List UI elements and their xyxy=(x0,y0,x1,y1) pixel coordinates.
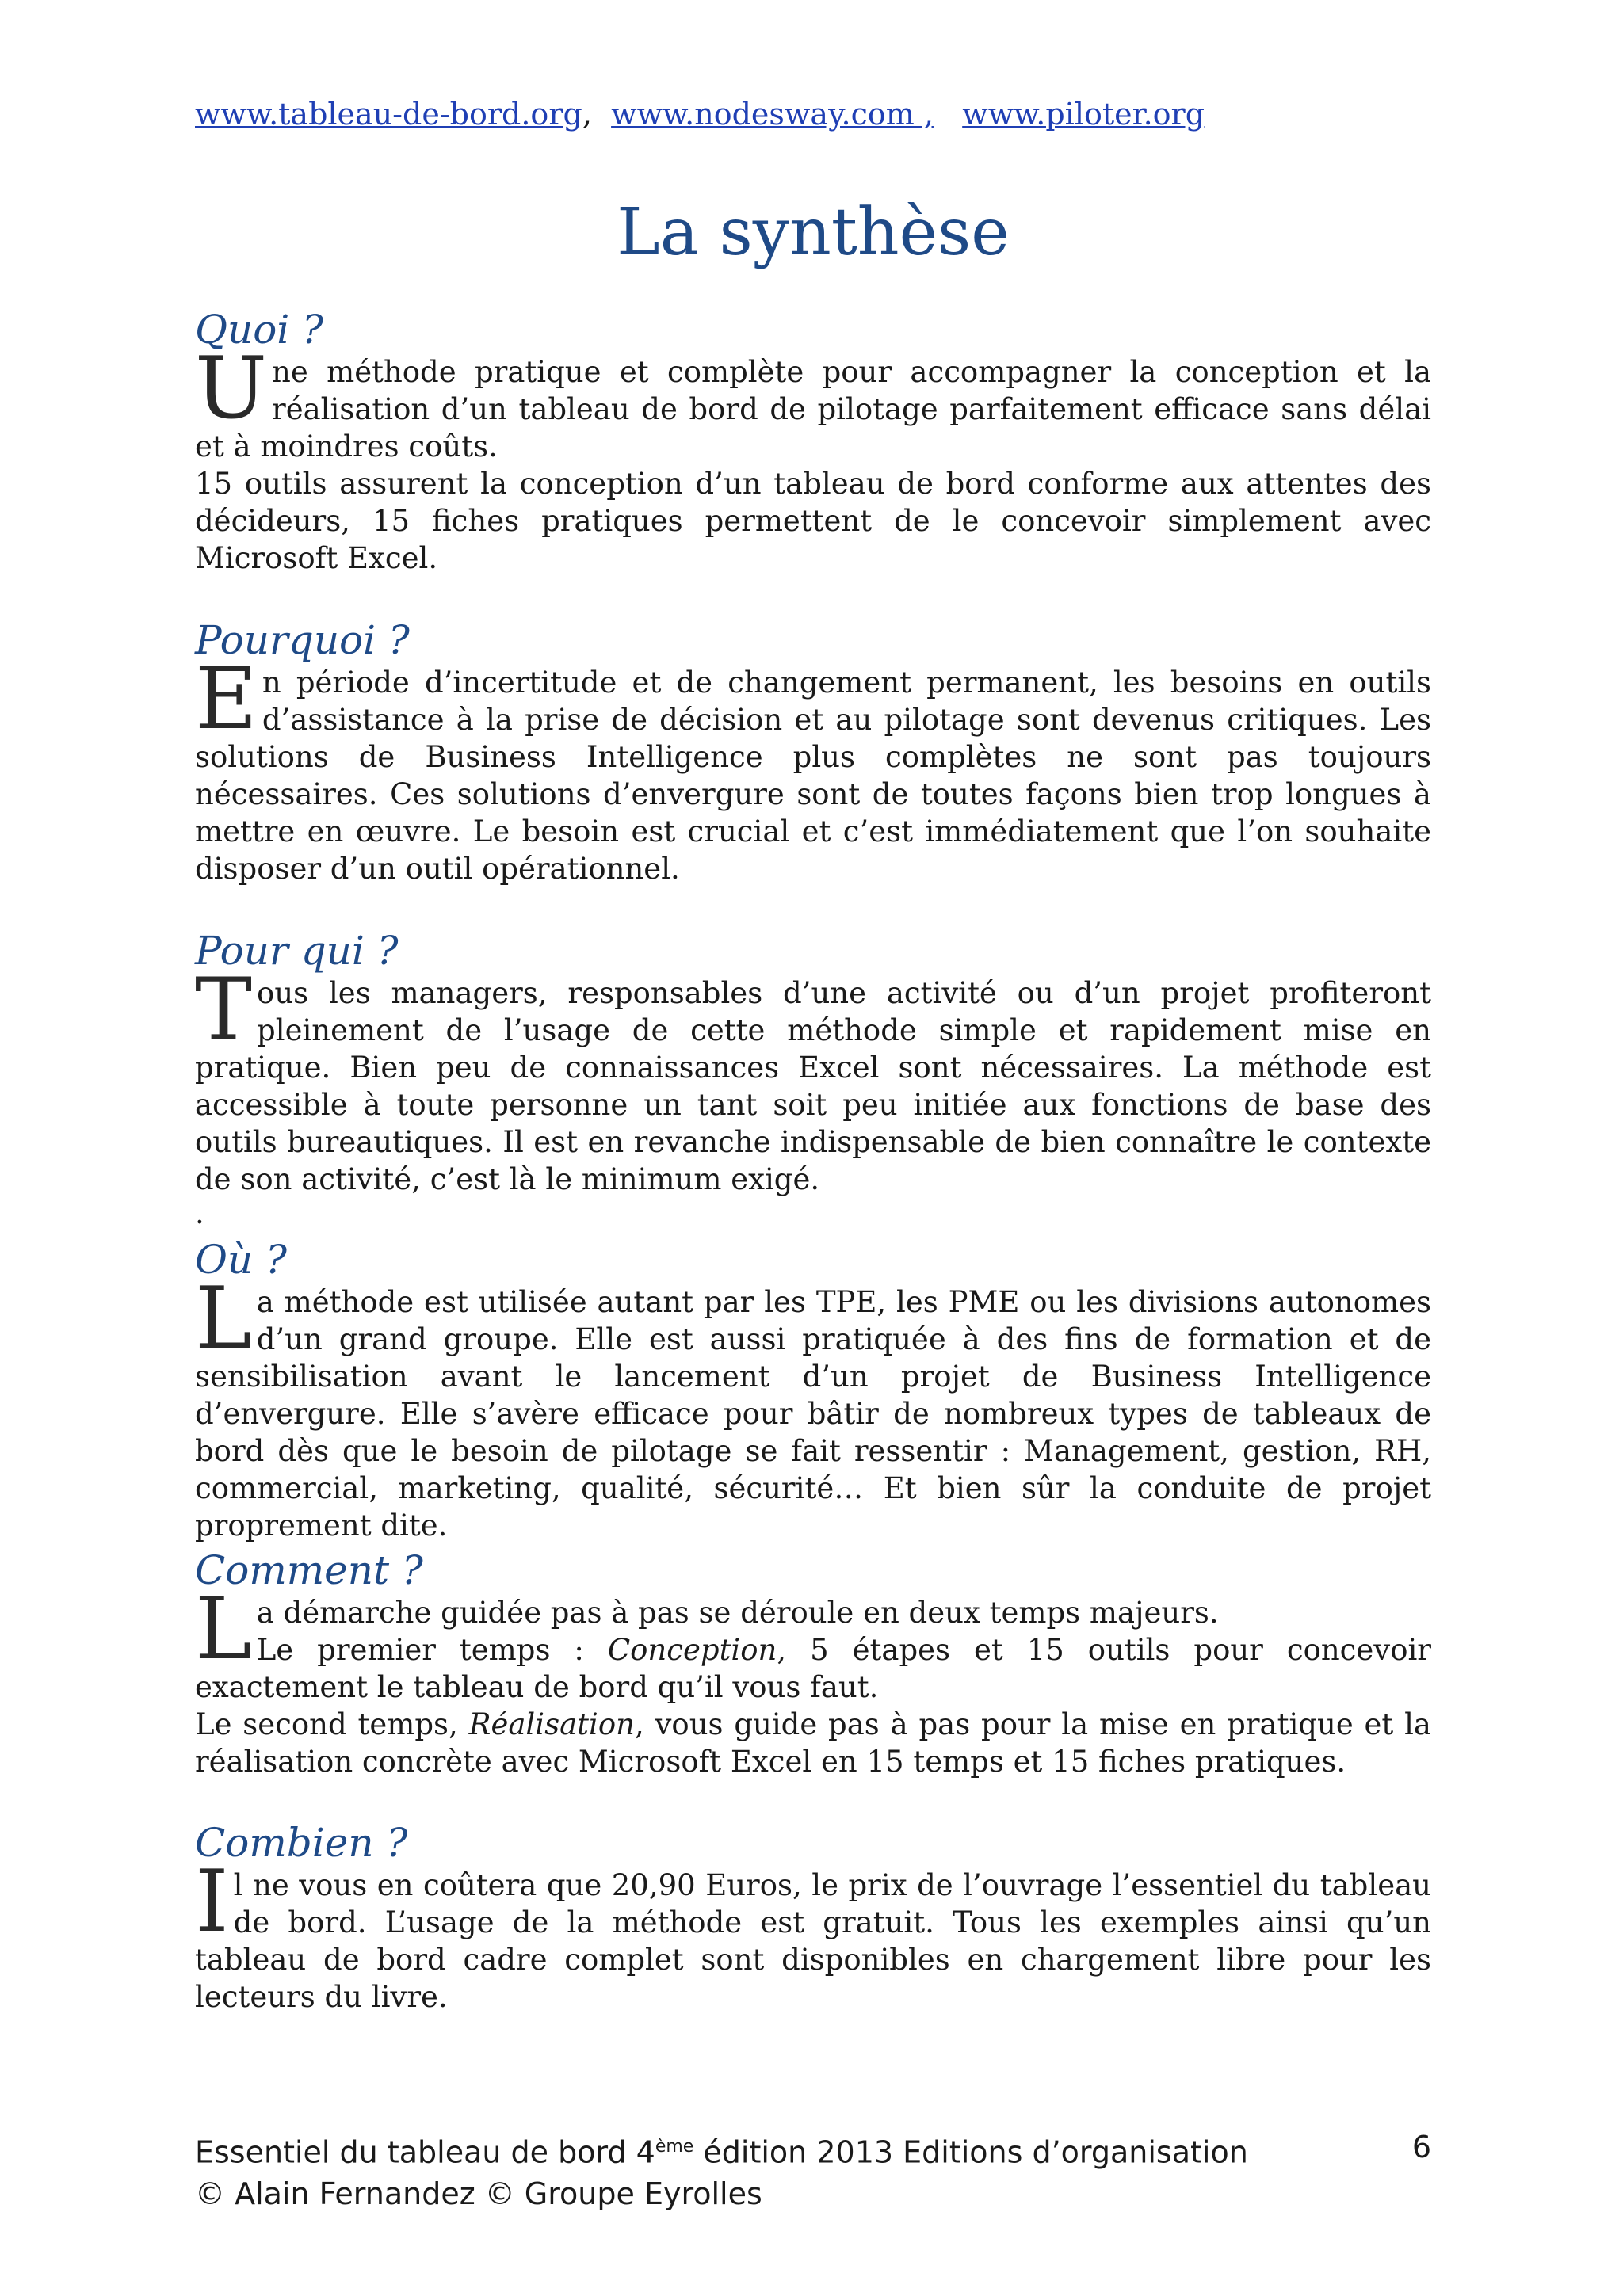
section-heading: Quoi ? xyxy=(195,307,323,353)
paragraph xyxy=(195,1580,1431,1706)
paragraph xyxy=(195,339,1431,465)
page-number: 6 xyxy=(1411,2130,1431,2164)
paragraph-text: ne méthode pratique et complète pour accompagner la conception et la réalisation d’un tableau de bord de pilotage parfaitement efficace sans délai et à moindres coûts. xyxy=(195,355,1431,463)
section-heading: Comment ? xyxy=(195,1547,423,1593)
section-heading: Combien ? xyxy=(195,1820,408,1866)
section-comment xyxy=(195,1547,1431,1780)
section-body xyxy=(195,339,1431,577)
paragraph xyxy=(195,960,1431,1198)
section-body xyxy=(195,1269,1431,1544)
section-body xyxy=(195,1580,1431,1780)
page-title: La synthèse xyxy=(617,195,1010,270)
paragraph-text: n période d’incertitude et de changement permanent, les besoins en outils d’assistance à la prise de décision et au pilotage sont devenus critiques. Les solutions de Business Intelligence plus complètes ne sont pas toujours nécessaires. Ces solutions d’envergure sont de toutes façons bien trop longues à mettre en œuvre. Le besoin est crucial et c’est immédiatement que l’on souhaite disposer d’un outil opérationnel. xyxy=(195,666,1431,886)
section-heading: Où ? xyxy=(195,1237,287,1283)
paragraph-text: , vous guide pas à pas pour la mise en pratique et la réalisation concrète avec Microsoft Excel en 15 temps et 15 fiches pratiques. xyxy=(195,1707,1431,1779)
drop-cap: T xyxy=(195,960,253,1059)
paragraph: 15 outils assurent la conception d’un tableau de bord conforme aux attentes des décideurs, 15 fiches pratiques permettent de le concevoir simplement avec Microsoft Excel. xyxy=(195,467,1431,575)
footer-text: Essentiel du tableau de bord 4 xyxy=(195,2134,655,2170)
paragraph-text: l ne vous en coûtera que 20,90 Euros, le prix de l’ouvrage l’essentiel du tableau de bord. L’usage de la méthode est gratuit. Tous les exemples ainsi qu’un tableau de bord cadre complet sont disponibles en chargement libre pour les lecteurs du livre. xyxy=(195,1868,1431,2014)
section-pourquoi xyxy=(195,616,1431,887)
paragraph xyxy=(195,650,1431,887)
section-body xyxy=(195,1852,1431,2016)
header-separator: , xyxy=(582,97,592,132)
paragraph-text: Le premier temps : xyxy=(256,1633,608,1667)
section-body xyxy=(195,960,1431,1230)
link-tableau-de-bord[interactable]: www.tableau-de-bord.org xyxy=(195,97,582,132)
paragraph-text: Le second temps, xyxy=(195,1707,469,1741)
paragraph xyxy=(195,1269,1431,1544)
link-piloter[interactable]: www.piloter.org xyxy=(962,97,1205,132)
paragraph-line: a démarche guidée pas à pas se déroule en deux temps majeurs. xyxy=(256,1596,1219,1630)
drop-cap: U xyxy=(195,339,268,438)
paragraph-text: ous les managers, responsables d’une activité ou d’un projet profiteront pleinement de l’usage de cette méthode simple et rapidement mise en pratique. Bien peu de connaissances Excel sont nécessaires. La méthode est accessible à toute personne un tant soit peu initiée aux fonctions de base des outils bureautiques. Il est en revanche indispensable de bien connaître le contexte de son activité, c’est là le minimum exigé. xyxy=(195,976,1431,1196)
footer-text: édition 2013 Editions d’organisation xyxy=(693,2134,1248,2170)
section-body xyxy=(195,650,1431,887)
paragraph-text: a méthode est utilisée autant par les TPE, les PME ou les divisions autonomes d’un grand groupe. Elle est aussi pratiquée à des fins de formation et de sensibilisation avant le lancement d’un projet de Business Intelligence d’envergure. Elle s’avère efficace pour bâtir de nombreux types de tableaux de bord dès que le besoin de pilotage se fait ressentir : Management, gestion, RH, commercial, marketing, qualité, sécurité… Et bien sûr la conduite de projet proprement dite. xyxy=(195,1285,1431,1543)
emphasis-realisation: Réalisation xyxy=(468,1707,635,1741)
page-footer xyxy=(195,2126,1431,2214)
section-combien xyxy=(195,1819,1431,2016)
section-ou xyxy=(195,1236,1431,1544)
drop-cap: L xyxy=(195,1269,252,1368)
drop-cap: I xyxy=(195,1852,229,1951)
section-quoi xyxy=(195,306,1431,577)
section-heading: Pourquoi ? xyxy=(195,617,410,663)
drop-cap: L xyxy=(195,1580,252,1679)
footer-line-1 xyxy=(195,2126,1431,2173)
link-nodesway[interactable]: www.nodesway.com , xyxy=(611,97,934,132)
drop-cap: E xyxy=(195,650,258,749)
paragraph-text: , 5 étapes et 15 outils pour concevoir exactement le tableau de bord qu’il vous faut. xyxy=(195,1633,1431,1704)
section-pour-qui xyxy=(195,927,1431,1230)
stray-dot: . xyxy=(195,1196,204,1230)
section-heading: Pour qui ? xyxy=(195,928,399,974)
header-links xyxy=(195,97,1205,132)
paragraph xyxy=(195,1852,1431,2016)
paragraph xyxy=(195,1706,1431,1780)
emphasis-conception: Conception xyxy=(607,1633,777,1667)
footer-line-2: © Alain Fernandez © Groupe Eyrolles xyxy=(195,2176,762,2211)
footer-superscript: ème xyxy=(655,2137,694,2157)
